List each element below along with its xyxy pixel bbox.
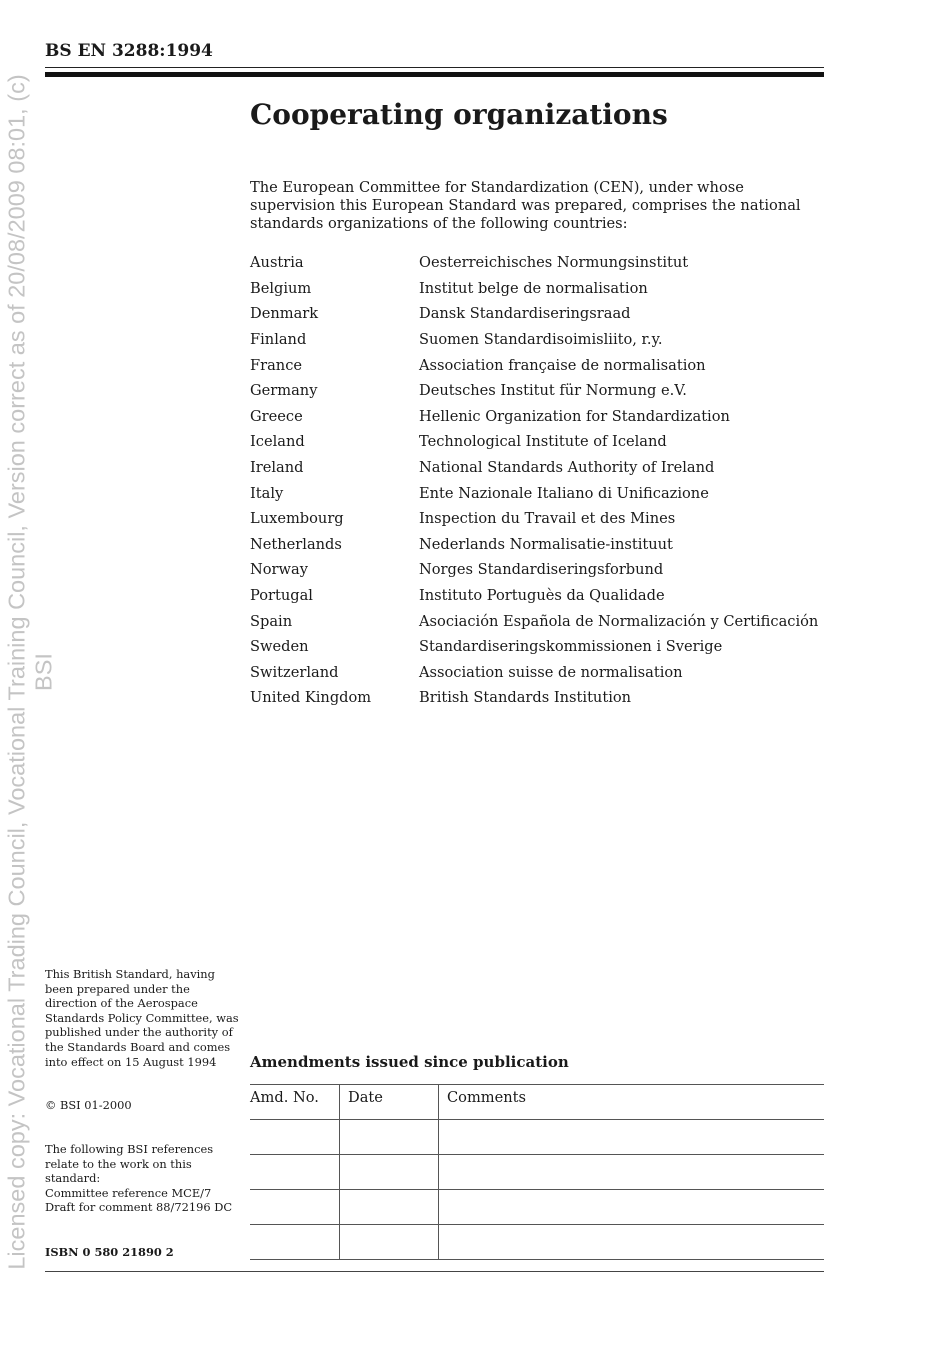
standards-body-name: Technological Institute of Iceland <box>419 433 667 451</box>
standards-body-name: Hellenic Organization for Standardization <box>419 407 730 425</box>
organizations-table-body <box>250 250 818 711</box>
country-name: Norway <box>250 561 308 579</box>
standards-body-name: Asociación Española de Normalización y Certificación <box>419 612 819 630</box>
comments-cell <box>439 1155 825 1190</box>
organization-row <box>250 352 818 378</box>
amd-cell <box>250 1155 340 1190</box>
standards-body-name: National Standards Authority of Ireland <box>419 459 715 477</box>
amd-cell <box>250 1120 340 1155</box>
column-header-amd-no: Amd. No. <box>250 1085 340 1120</box>
organization-row <box>250 583 818 609</box>
organization-row <box>250 685 818 711</box>
country-name: Sweden <box>250 638 309 656</box>
document-id: BS EN 3288:1994 <box>45 41 213 61</box>
standards-body-name: Instituto Portuguès da Qualidade <box>419 587 665 605</box>
standards-body-name: Association française de normalisation <box>419 356 706 374</box>
organization-row <box>250 480 818 506</box>
country-name: Ireland <box>250 459 304 477</box>
isbn: ISBN 0 580 21890 2 <box>45 1245 174 1259</box>
organization-row <box>250 506 818 532</box>
organization-row <box>250 378 818 404</box>
country-name: Greece <box>250 407 303 425</box>
standards-body-name: Oesterreichisches Normungsinstitut <box>419 254 689 272</box>
watermark-text <box>4 74 58 1269</box>
country-name: Finland <box>250 331 307 349</box>
organization-row <box>250 532 818 558</box>
standards-body-name: British Standards Institution <box>419 689 632 707</box>
date-cell <box>340 1120 439 1155</box>
standards-body-name: Suomen Standardisoimisliito, r.y. <box>419 331 663 349</box>
standards-body-name: Nederlands Normalisatie-instituut <box>419 535 673 553</box>
header-rule-thin <box>45 67 824 68</box>
country-name: Germany <box>250 382 318 400</box>
amendments-table <box>250 1084 824 1260</box>
standards-body-name: Norges Standardiseringsforbund <box>419 561 664 579</box>
country-name: Spain <box>250 612 293 630</box>
watermark-line-1: Licensed copy: Vocational Trading Council, Vocational Training Council, Version correct as of 20/08/2009 08:01, (c) <box>4 74 30 1270</box>
country-name: Austria <box>250 254 304 272</box>
standards-body-name: Association suisse de normalisation <box>419 663 683 681</box>
country-name: United Kingdom <box>250 689 372 707</box>
standards-body-name: Institut belge de normalisation <box>419 279 648 297</box>
organization-row <box>250 327 818 353</box>
organization-row <box>250 429 818 455</box>
amd-cell <box>250 1225 340 1260</box>
amendments-title: Amendments issued since publication <box>250 1053 569 1071</box>
license-watermark <box>2 12 60 1332</box>
country-name: Luxembourg <box>250 510 344 528</box>
standards-body-name: Ente Nazionale Italiano di Unificazione <box>419 484 709 502</box>
bsi-references-note: The following BSI references relate to the work on this standard: Committee reference MCE/7 Draft for comment 88/72196 DC <box>45 1142 233 1215</box>
standards-body-name: Standardiseringskommissionen i Sverige <box>419 638 723 656</box>
country-name: Belgium <box>250 279 312 297</box>
organization-row <box>250 250 818 276</box>
copyright-note: © BSI 01-2000 <box>45 1098 132 1112</box>
column-header-date: Date <box>340 1085 439 1120</box>
country-name: Portugal <box>250 587 313 605</box>
organization-row <box>250 276 818 302</box>
watermark-line-2: BSI <box>31 653 57 691</box>
amendment-row <box>250 1190 824 1225</box>
standards-body-name: Deutsches Institut für Normung e.V. <box>419 382 687 400</box>
organization-row <box>250 301 818 327</box>
date-cell <box>340 1225 439 1260</box>
intro-paragraph: The European Committee for Standardization (CEN), under whose supervision this European Standard was prepared, comprises the national standards organizations of the following countries: <box>250 179 801 232</box>
amendment-row <box>250 1225 824 1260</box>
comments-cell <box>439 1190 825 1225</box>
organization-row <box>250 557 818 583</box>
amendments-header-row <box>250 1085 824 1120</box>
organization-row <box>250 455 818 481</box>
organizations-table <box>250 250 818 711</box>
column-header-comments: Comments <box>439 1085 825 1120</box>
country-name: Switzerland <box>250 663 339 681</box>
organization-row <box>250 660 818 686</box>
country-name: France <box>250 356 303 374</box>
country-name: Denmark <box>250 305 319 323</box>
header-rule-thick <box>45 72 824 77</box>
standards-body-name: Dansk Standardiseringsraad <box>419 305 631 323</box>
organization-row <box>250 608 818 634</box>
comments-cell <box>439 1225 825 1260</box>
country-name: Iceland <box>250 433 305 451</box>
comments-cell <box>439 1120 825 1155</box>
publication-note: This British Standard, having been prepared under the direction of the Aerospace Standards Policy Committee, was published under the authority of the Standards Board and comes into effect on 15 August 1994 <box>45 967 239 1069</box>
footer-rule <box>45 1271 824 1272</box>
amendment-row <box>250 1120 824 1155</box>
organization-row <box>250 404 818 430</box>
page-title: Cooperating organizations <box>250 98 668 131</box>
amendment-row <box>250 1155 824 1190</box>
country-name: Italy <box>250 484 284 502</box>
date-cell <box>340 1190 439 1225</box>
standards-body-name: Inspection du Travail et des Mines <box>419 510 676 528</box>
country-name: Netherlands <box>250 535 342 553</box>
organization-row <box>250 634 818 660</box>
date-cell <box>340 1155 439 1190</box>
amd-cell <box>250 1190 340 1225</box>
